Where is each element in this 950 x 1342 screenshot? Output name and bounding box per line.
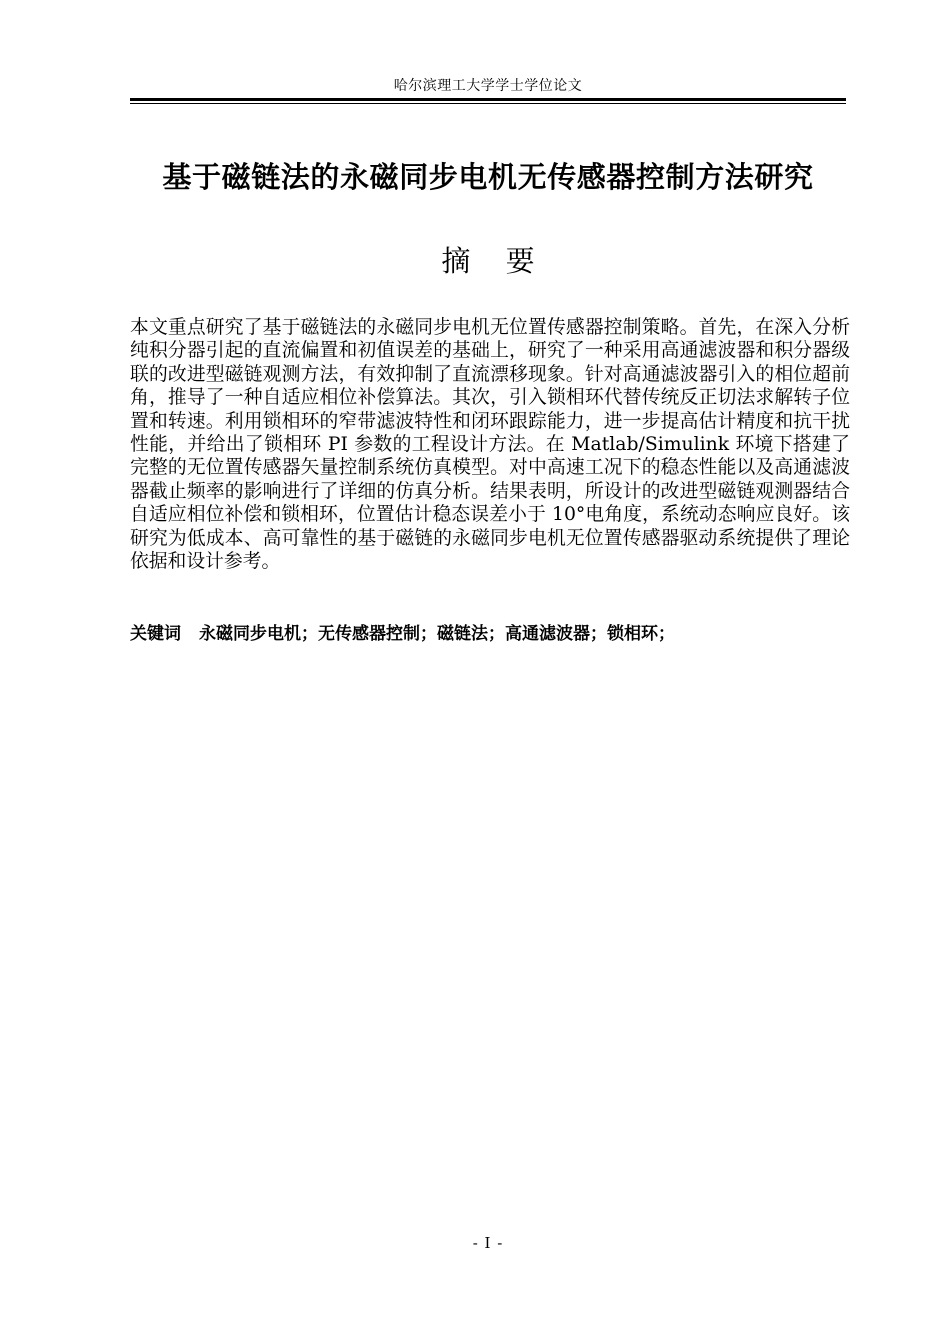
- page-number: - I -: [472, 1234, 504, 1252]
- running-header: 哈尔滨理工大学学士学位论文: [393, 78, 583, 94]
- header-rule-thin: [130, 103, 846, 104]
- abstract-body: 本文重点研究了基于磁链法的永磁同步电机无位置传感器控制策略。首先，在深入分析纯积分器引起的直流偏置和初值误差的基础上，研究了一种采用高通滤波器和积分器级联的改进型磁链观测方法，有效抑制了直流漂移现象。针对高通滤波器引入的相位超前角，推导了一种自适应相位补偿算法。其次，引入锁相环代替传统反正切法求解转子位置和转速。利用锁相环的窄带滤波特性和闭环跟踪能力，进一步提高估计精度和抗干扰性能，并给出了锁相环 PI 参数的工程设计方法。在 Matlab/Simulink 环境下搭建了完整的无位置传感器矢量控制系统仿真模型。对中高速工况下的稳态性能以及高通滤波器截止频率的影响进行了详细的仿真分析。结果表明，所设计的改进型磁链观测器结合自适应相位补偿和锁相环，位置估计稳态误差小于 10°电角度，系统动态响应良好。该研究为低成本、高可靠性的基于磁链的永磁同步电机无位置传感器驱动系统提供了理论依据和设计参考。: [130, 317, 850, 573]
- header-rule-thick: [130, 98, 846, 101]
- keywords-label: 关键词: [130, 624, 181, 644]
- keywords-line: [130, 622, 850, 646]
- thesis-title: 基于磁链法的永磁同步电机无传感器控制方法研究: [162, 160, 814, 194]
- abstract-heading: 摘 要: [441, 244, 535, 278]
- keywords-list: 永磁同步电机；无传感器控制；磁链法；高通滤波器；锁相环；: [199, 624, 675, 644]
